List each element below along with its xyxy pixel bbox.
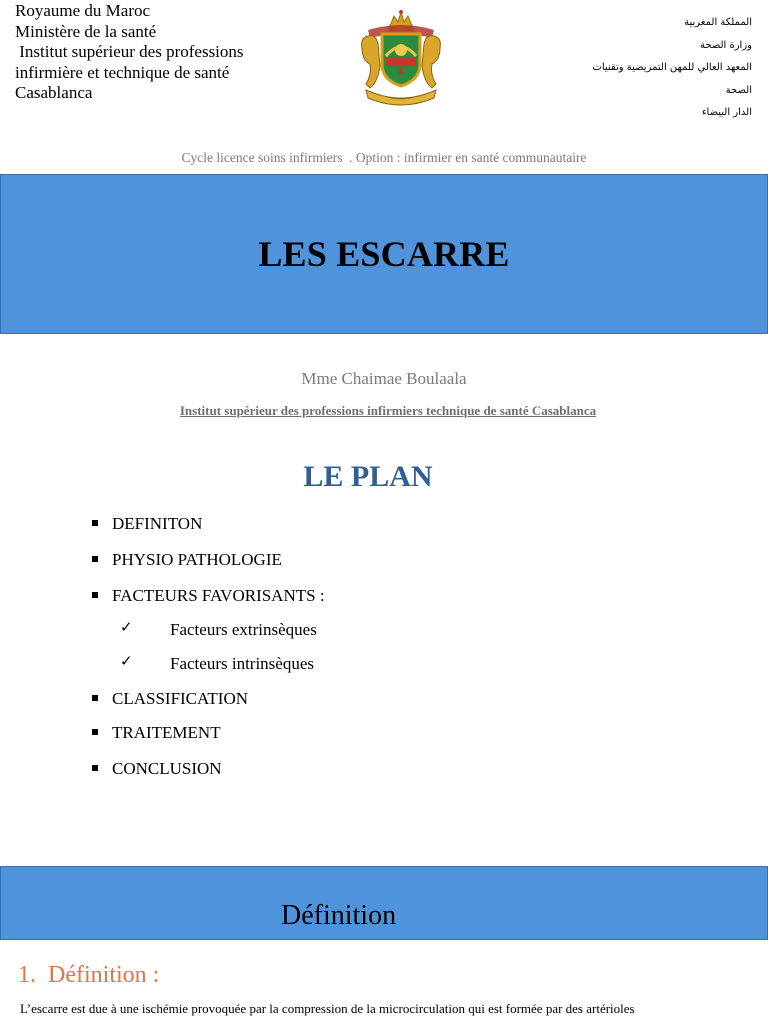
header-right-line-1: المملكة المغربية [684, 17, 752, 28]
plan-item-label: DEFINITON [112, 514, 203, 533]
definition-heading: 1. Définition : [18, 962, 160, 988]
header-left-block [15, 1, 244, 104]
bullet-icon [92, 695, 98, 701]
definition-paragraph: L’escarre est due à une ischémie provoquée par la compression de la microcirculation qui est formée par des artérioles [20, 1001, 635, 1016]
plan-item-label: CLASSIFICATION [112, 689, 249, 708]
checkmark-icon: ✓ [120, 652, 133, 670]
plan-item-label: Facteurs extrinsèques [170, 620, 317, 639]
header-left-line-1: Royaume du Maroc [15, 1, 151, 20]
definition-banner [0, 866, 768, 940]
cycle-line: Cycle licence soins infirmiers . Option : infirmier en santé communautaire [181, 150, 587, 165]
header-left-line-2: Ministère de la santé [15, 21, 157, 41]
bullet-icon [92, 765, 98, 771]
bullet-icon [92, 729, 98, 735]
plan-item-label: PHYSIO PATHOLOGIE [112, 550, 282, 569]
title-banner [0, 174, 768, 334]
bullet-icon [92, 592, 98, 598]
plan-item-label: FACTEURS FAVORISANTS : [112, 586, 325, 605]
plan-item-label: CONCLUSION [112, 759, 222, 778]
author-name: Mme Chaimae Boulaala [301, 369, 467, 388]
plan-item-label: Facteurs intrinsèques [170, 654, 314, 673]
institute-name: Institut supérieur des professions infirmiers technique de santé Casablanca [179, 403, 597, 418]
moroccan-coat-of-arms-emblem [356, 8, 446, 106]
header-right-line-4: الصحة [725, 84, 752, 96]
header-right-line-5: الدار البيضاء [701, 107, 752, 118]
header-left-line-3: Institut supérieur des professions [15, 42, 244, 61]
bullet-icon [92, 556, 98, 562]
definition-banner-title: Définition [281, 900, 397, 931]
plan-title: LE PLAN [303, 460, 433, 493]
header-left-line-4: infirmière et technique de santé [15, 62, 230, 82]
header-right-line-2: وزارة الصحة [700, 39, 752, 51]
document-title: LES ESCARRE [258, 234, 510, 274]
checkmark-icon: ✓ [120, 618, 133, 636]
header-right-arabic-block [592, 12, 752, 125]
bullet-icon [92, 520, 98, 526]
header-right-line-3: المعهد العالي للمهن التمريضية وتقنيات [592, 62, 752, 73]
header-left-line-5: Casablanca [15, 83, 93, 102]
plan-item-label: TRAITEMENT [112, 723, 221, 742]
